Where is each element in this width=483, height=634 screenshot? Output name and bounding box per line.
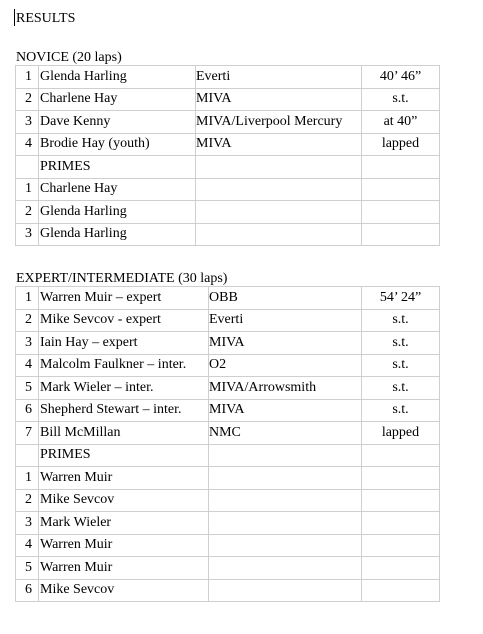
rider-name-cell: Warren Muir xyxy=(39,534,209,557)
club-cell: MIVA xyxy=(196,133,362,156)
club-cell: MIVA/Arrowsmith xyxy=(209,377,362,400)
result-cell xyxy=(362,489,440,512)
table-row xyxy=(16,156,440,179)
result-cell: s.t. xyxy=(362,354,440,377)
result-cell xyxy=(362,178,440,201)
table-row xyxy=(16,332,440,355)
club-cell: MIVA xyxy=(209,399,362,422)
rider-name-cell: Brodie Hay (youth) xyxy=(39,133,196,156)
table-row xyxy=(16,444,440,467)
table-row xyxy=(16,287,440,310)
position-cell: 1 xyxy=(16,467,39,490)
result-cell xyxy=(362,579,440,602)
result-cell: s.t. xyxy=(362,377,440,400)
result-cell: 54’ 24” xyxy=(362,287,440,310)
rider-name-cell: PRIMES xyxy=(39,444,209,467)
table-row xyxy=(16,467,440,490)
position-cell: 3 xyxy=(16,223,39,246)
table-row xyxy=(16,377,440,400)
result-cell xyxy=(362,201,440,224)
expert-intermediate-rows xyxy=(16,287,440,602)
table-row xyxy=(16,201,440,224)
novice-heading: NOVICE (20 laps) xyxy=(16,50,122,65)
result-cell xyxy=(362,156,440,179)
result-cell xyxy=(362,223,440,246)
table-row xyxy=(16,223,440,246)
position-cell: 4 xyxy=(16,534,39,557)
result-cell xyxy=(362,557,440,580)
rider-name-cell: Glenda Harling xyxy=(39,223,196,246)
position-cell: 5 xyxy=(16,557,39,580)
rider-name-cell: Mike Sevcov xyxy=(39,579,209,602)
result-cell: 40’ 46” xyxy=(362,66,440,89)
table-row xyxy=(16,534,440,557)
rider-name-cell: Dave Kenny xyxy=(39,111,196,134)
club-cell xyxy=(196,201,362,224)
table-row xyxy=(16,133,440,156)
club-cell xyxy=(196,178,362,201)
table-row xyxy=(16,489,440,512)
position-cell: 3 xyxy=(16,332,39,355)
rider-name-cell: Bill McMillan xyxy=(39,422,209,445)
expert-intermediate-heading: EXPERT/INTERMEDIATE (30 laps) xyxy=(16,271,228,286)
club-cell: NMC xyxy=(209,422,362,445)
table-row xyxy=(16,557,440,580)
position-cell: 4 xyxy=(16,133,39,156)
club-cell xyxy=(209,534,362,557)
club-cell xyxy=(209,444,362,467)
club-cell: MIVA xyxy=(196,88,362,111)
club-cell xyxy=(209,489,362,512)
novice-rows xyxy=(16,66,440,246)
club-cell xyxy=(209,557,362,580)
table-row xyxy=(16,399,440,422)
position-cell: 2 xyxy=(16,489,39,512)
rider-name-cell: Charlene Hay xyxy=(39,178,196,201)
table-row xyxy=(16,309,440,332)
expert-intermediate-results-table xyxy=(15,286,440,602)
position-cell: 2 xyxy=(16,201,39,224)
rider-name-cell: Mark Wieler xyxy=(39,512,209,535)
position-cell: 2 xyxy=(16,309,39,332)
club-cell: Everti xyxy=(196,66,362,89)
position-cell: 3 xyxy=(16,512,39,535)
rider-name-cell: Glenda Harling xyxy=(39,66,196,89)
club-cell xyxy=(196,156,362,179)
table-row xyxy=(16,512,440,535)
club-cell: Everti xyxy=(209,309,362,332)
table-row xyxy=(16,66,440,89)
result-cell: s.t. xyxy=(362,399,440,422)
result-cell: at 40” xyxy=(362,111,440,134)
position-cell xyxy=(16,156,39,179)
rider-name-cell: Iain Hay – expert xyxy=(39,332,209,355)
position-cell: 7 xyxy=(16,422,39,445)
rider-name-cell: Charlene Hay xyxy=(39,88,196,111)
rider-name-cell: Mark Wieler – inter. xyxy=(39,377,209,400)
result-cell xyxy=(362,512,440,535)
result-cell: s.t. xyxy=(362,88,440,111)
club-cell xyxy=(209,579,362,602)
club-cell xyxy=(196,223,362,246)
position-cell: 2 xyxy=(16,88,39,111)
club-cell: MIVA/Liverpool Mercury xyxy=(196,111,362,134)
rider-name-cell: Mike Sevcov xyxy=(39,489,209,512)
position-cell: 1 xyxy=(16,66,39,89)
club-cell: OBB xyxy=(209,287,362,310)
table-row xyxy=(16,354,440,377)
position-cell: 3 xyxy=(16,111,39,134)
result-cell xyxy=(362,467,440,490)
position-cell: 1 xyxy=(16,178,39,201)
rider-name-cell: PRIMES xyxy=(39,156,196,179)
table-row xyxy=(16,579,440,602)
position-cell: 6 xyxy=(16,579,39,602)
rider-name-cell: Malcolm Faulkner – inter. xyxy=(39,354,209,377)
result-cell xyxy=(362,534,440,557)
rider-name-cell: Glenda Harling xyxy=(39,201,196,224)
rider-name-cell: Mike Sevcov - expert xyxy=(39,309,209,332)
rider-name-cell: Warren Muir xyxy=(39,557,209,580)
club-cell: MIVA xyxy=(209,332,362,355)
rider-name-cell: Shepherd Stewart – inter. xyxy=(39,399,209,422)
position-cell: 6 xyxy=(16,399,39,422)
position-cell xyxy=(16,444,39,467)
result-cell: lapped xyxy=(362,133,440,156)
club-cell xyxy=(209,467,362,490)
position-cell: 4 xyxy=(16,354,39,377)
novice-results-table xyxy=(15,65,440,246)
club-cell xyxy=(209,512,362,535)
result-cell: s.t. xyxy=(362,332,440,355)
position-cell: 1 xyxy=(16,287,39,310)
text-cursor xyxy=(14,9,15,26)
table-row xyxy=(16,178,440,201)
table-row xyxy=(16,88,440,111)
position-cell: 5 xyxy=(16,377,39,400)
result-cell: s.t. xyxy=(362,309,440,332)
rider-name-cell: Warren Muir – expert xyxy=(39,287,209,310)
result-cell xyxy=(362,444,440,467)
table-row xyxy=(16,422,440,445)
club-cell: O2 xyxy=(209,354,362,377)
result-cell: lapped xyxy=(362,422,440,445)
document-title: RESULTS xyxy=(16,11,76,26)
table-row xyxy=(16,111,440,134)
rider-name-cell: Warren Muir xyxy=(39,467,209,490)
